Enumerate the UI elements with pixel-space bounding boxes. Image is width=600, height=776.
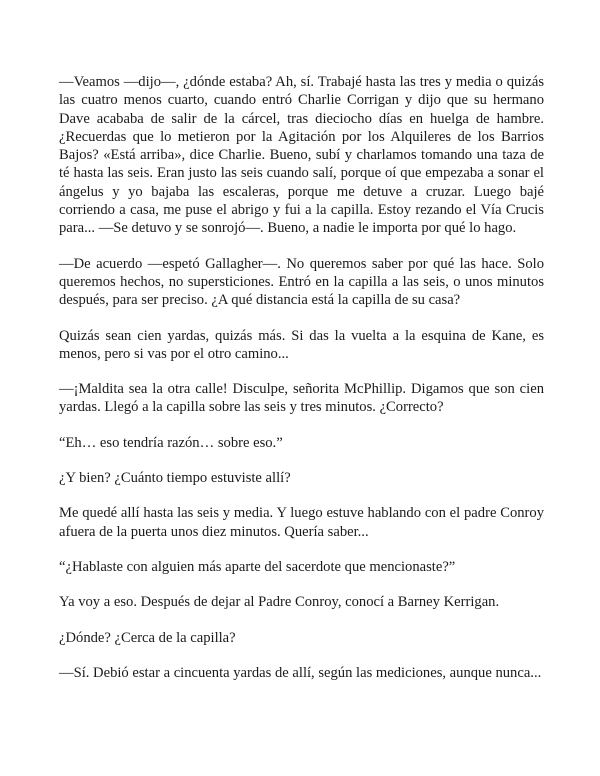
document-body bbox=[59, 73, 544, 699]
paragraph-3: Quizás sean cien yardas, quizás más. Si das la vuelta a la esquina de Kane, es menos, pero si vas por el otro camino... bbox=[59, 327, 544, 362]
paragraph-11: —Sí. Debió estar a cincuenta yardas de allí, según las mediciones, aunque nunca... bbox=[59, 664, 542, 681]
paragraph-9: Ya voy a eso. Después de dejar al Padre Conroy, conocí a Barney Kerrigan. bbox=[59, 594, 500, 611]
paragraph-4: —¡Maldita sea la otra calle! Disculpe, señorita McPhillip. Digamos que son cien yardas. Llegó a la capilla sobre las seis y tres minutos. ¿Correcto? bbox=[59, 381, 544, 416]
paragraph-7: Me quedé allí hasta las seis y media. Y luego estuve hablando con el padre Conroy afuera de la puerta unos diez minutos. Quería saber... bbox=[59, 505, 544, 540]
paragraph-1: —Veamos —dijo—, ¿dónde estaba? Ah, sí. Trabajé hasta las tres y media o quizás las cuatro menos cuarto, cuando entró Charlie Corrigan y dijo que su hermano Dave acababa de salir de la cárcel, tras dieciocho días en huelga de hambre. ¿Recuerdas que lo metieron por la Agitación por los Alquileres de los Barrios Bajos? «Está arriba», dice Charlie. Bueno, subí y charlamos tomando una taza de té hasta las seis. Eran justo las seis cuando salí, porque oí que empezaba a sonar el ángelus y yo bajaba las escaleras, porque me detuve a cruzar. Luego bajé corriendo a casa, me puse el abrigo y fui a la capilla. Estoy rezando el Vía Crucis para... —Se detuvo y se sonrojó—. Bueno, a nadie le importa por qué lo hago. bbox=[59, 74, 544, 237]
paragraph-6: ¿Y bien? ¿Cuánto tiempo estuviste allí? bbox=[59, 470, 291, 487]
paragraph-2: —De acuerdo —espetó Gallagher—. No queremos saber por qué las hace. Solo queremos hechos, no supersticiones. Entró en la capilla a las seis, o unos minutos después, para ser preciso. ¿A qué distancia está la capilla de su casa? bbox=[59, 255, 544, 309]
paragraph-5: “Eh… eso tendría razón… sobre eso.” bbox=[59, 434, 283, 451]
paragraph-10: ¿Dónde? ¿Cerca de la capilla? bbox=[59, 629, 236, 646]
paragraph-8: “¿Hablaste con alguien más aparte del sacerdote que mencionaste?” bbox=[59, 558, 456, 575]
